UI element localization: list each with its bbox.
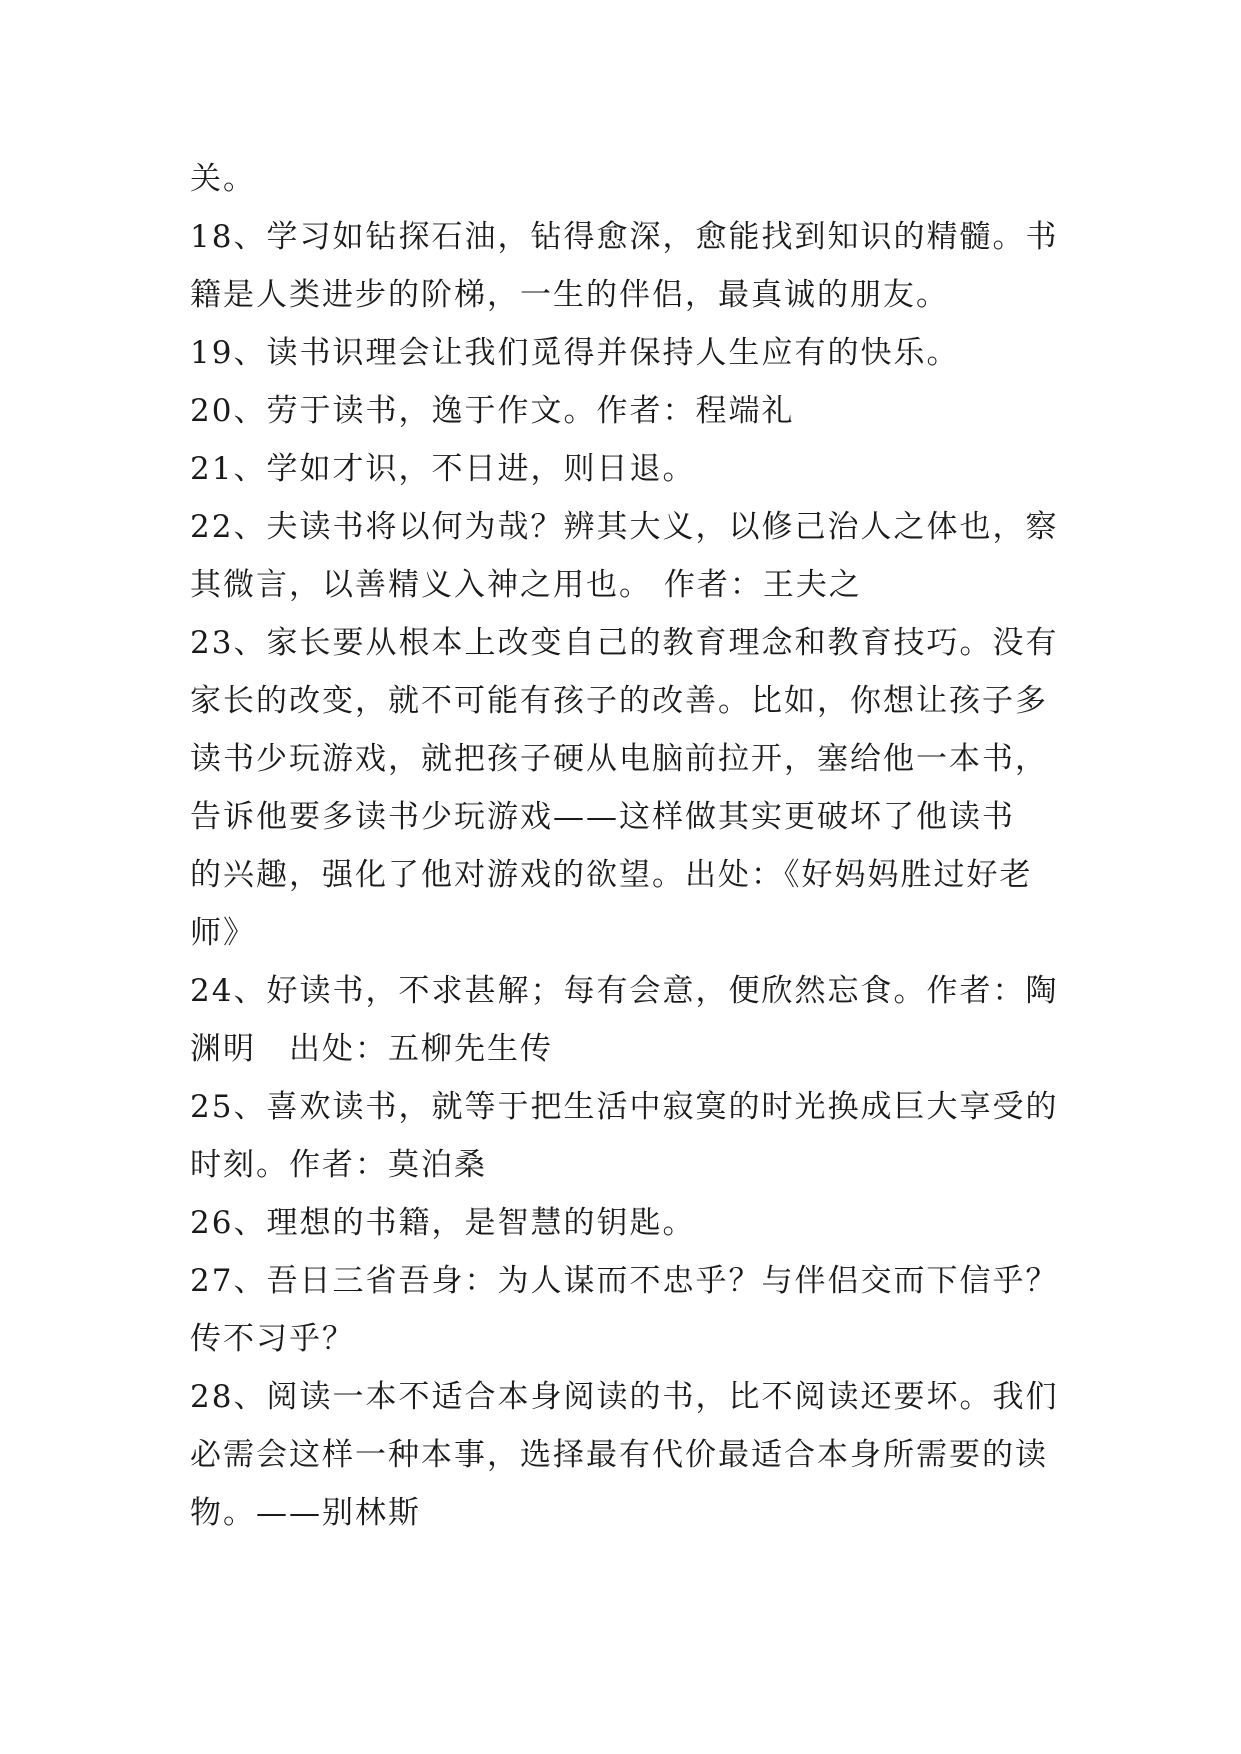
text-line: 18、学习如钻探石油，钻得愈深，愈能找到知识的精髓。书 — [190, 219, 1059, 255]
text-line: 19、读书识理会让我们觅得并保持人生应有的快乐。 — [190, 335, 960, 371]
text-line: 25、喜欢读书，就等于把生活中寂寞的时光换成巨大享受的 — [190, 1089, 1059, 1125]
text-line: 26、理想的书籍，是智慧的钥匙。 — [190, 1205, 696, 1241]
text-line: 20、劳于读书，逸于作文。作者：程端礼 — [190, 393, 795, 429]
text-line: 籍是人类进步的阶梯，一生的伴侣，最真诚的朋友。 — [190, 277, 949, 313]
text-line: 23、家长要从根本上改变自己的教育理念和教育技巧。没有 — [190, 625, 1059, 661]
document-body — [190, 150, 1070, 1542]
text-line: 告诉他要多读书少玩游戏——这样做其实更破坏了他读书 — [190, 799, 1015, 835]
text-line: 渊明 出处：五柳先生传 — [190, 1031, 553, 1067]
text-line: 21、学如才识，不日进，则日退。 — [190, 451, 696, 487]
text-line: 家长的改变，就不可能有孩子的改善。比如，你想让孩子多 — [190, 683, 1048, 719]
text-line: 必需会这样一种本事，选择最有代价最适合本身所需要的读 — [190, 1437, 1048, 1473]
text-line: 24、好读书，不求甚解；每有会意，便欣然忘食。作者：陶 — [190, 973, 1059, 1009]
text-line: 传不习乎？ — [190, 1321, 355, 1357]
text-line: 物。——别林斯 — [190, 1495, 421, 1531]
text-line: 28、阅读一本不适合本身阅读的书，比不阅读还要坏。我们 — [190, 1379, 1059, 1415]
text-line: 27、吾日三省吾身：为人谋而不忠乎？与伴侣交而下信乎？ — [190, 1263, 1059, 1299]
text-line: 师》 — [190, 915, 256, 951]
text-line: 时刻。作者：莫泊桑 — [190, 1147, 487, 1183]
text-line: 的兴趣，强化了他对游戏的欲望。出处：《好妈妈胜过好老 — [190, 857, 1033, 893]
text-line: 读书少玩游戏，就把孩子硬从电脑前拉开，塞给他一本书， — [190, 741, 1048, 777]
text-line: 22、夫读书将以何为哉？辨其大义，以修己治人之体也，察 — [190, 509, 1059, 545]
text-line: 关。 — [190, 161, 256, 197]
text-line: 其微言，以善精义入神之用也。 作者：王夫之 — [190, 567, 862, 603]
